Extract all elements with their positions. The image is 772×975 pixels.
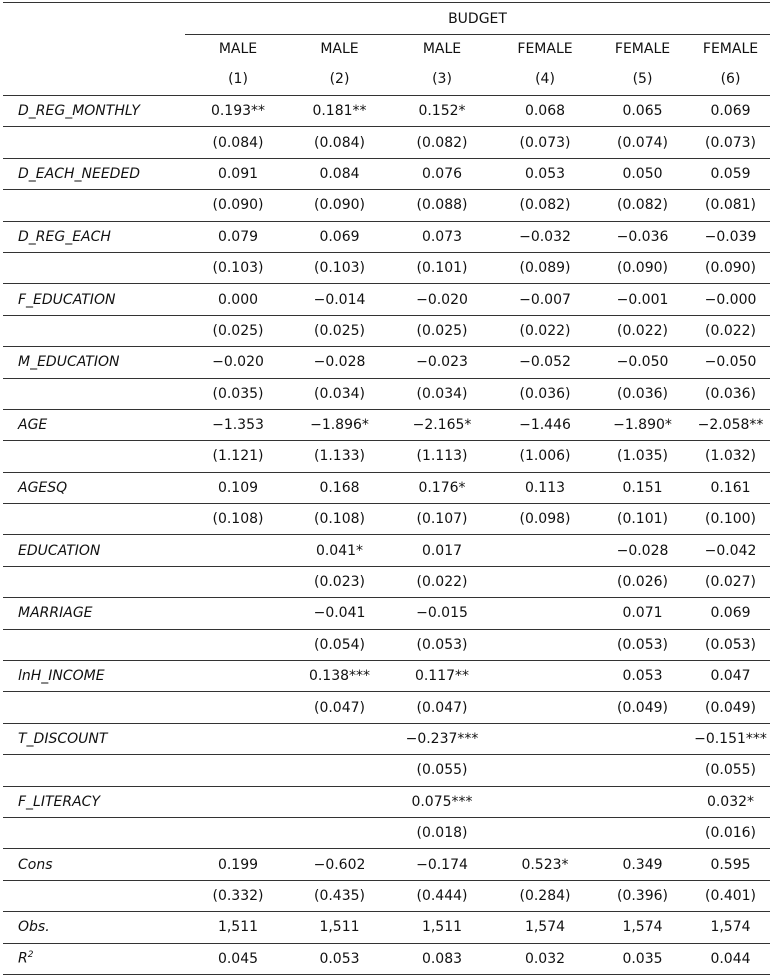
header-number-row (3, 64, 770, 96)
coef-row (3, 347, 770, 378)
col-number: (5) (632, 71, 653, 88)
coef-cell: 0.349 (594, 849, 691, 880)
se-row (3, 441, 770, 472)
col-number: (4) (535, 71, 555, 88)
coef-cell: 0.073 (388, 221, 496, 252)
coef-cell: −0.020 (185, 347, 291, 378)
se-cell: (1.032) (691, 441, 770, 472)
variable-label: T_DISCOUNT (3, 723, 185, 754)
se-cell: (0.100) (691, 504, 770, 535)
r2-cell: 0.044 (691, 943, 770, 974)
coef-cell: −0.036 (594, 221, 691, 252)
obs-cell: 1,511 (388, 912, 496, 943)
se-row (3, 378, 770, 409)
se-label-blank (3, 755, 185, 786)
r2-row (3, 943, 770, 974)
coef-cell (185, 786, 291, 817)
se-cell: (0.025) (185, 315, 291, 346)
se-cell: (0.090) (291, 190, 388, 221)
variable-label: lnH_INCOME (3, 661, 185, 692)
se-row (3, 817, 770, 848)
se-cell: (0.016) (691, 817, 770, 848)
se-cell: (0.332) (185, 880, 291, 911)
r2-label (3, 943, 185, 974)
se-cell (496, 629, 594, 660)
coef-cell: −0.020 (388, 284, 496, 315)
coef-cell (291, 723, 388, 754)
coef-cell: 0.199 (185, 849, 291, 880)
se-cell: (0.055) (388, 755, 496, 786)
se-cell: (0.025) (388, 315, 496, 346)
se-cell: (0.053) (388, 629, 496, 660)
se-label-blank (3, 817, 185, 848)
coef-cell: 0.113 (496, 472, 594, 503)
se-cell: (0.101) (594, 504, 691, 535)
se-row (3, 692, 770, 723)
coef-cell (291, 786, 388, 817)
se-cell: (1.113) (388, 441, 496, 472)
se-cell: (0.073) (496, 127, 594, 158)
coef-cell: −0.237*** (388, 723, 496, 754)
coef-cell: −0.039 (691, 221, 770, 252)
coef-cell: −0.151*** (691, 723, 770, 754)
se-row (3, 252, 770, 283)
se-cell: (0.036) (691, 378, 770, 409)
col-gender: MALE (218, 41, 258, 58)
coef-cell: 0.523* (496, 849, 594, 880)
coef-cell: −1.353 (185, 409, 291, 440)
se-cell: (0.090) (185, 190, 291, 221)
coef-cell: −0.000 (691, 284, 770, 315)
se-cell: (0.022) (691, 315, 770, 346)
se-cell: (0.053) (594, 629, 691, 660)
variable-label: AGESQ (3, 472, 185, 503)
coef-cell: −0.050 (594, 347, 691, 378)
budget-group-label: BUDGET (185, 3, 770, 35)
coef-cell (185, 535, 291, 566)
variable-label: Cons (3, 849, 185, 880)
coef-cell: 0.176* (388, 472, 496, 503)
coef-row (3, 535, 770, 566)
se-cell: (1.035) (594, 441, 691, 472)
se-row (3, 755, 770, 786)
se-cell: (0.023) (291, 566, 388, 597)
se-cell: (1.006) (496, 441, 594, 472)
coef-cell (496, 535, 594, 566)
variable-label: EDUCATION (3, 535, 185, 566)
se-cell (185, 755, 291, 786)
se-cell: (0.049) (594, 692, 691, 723)
coef-cell: 0.068 (496, 96, 594, 127)
variable-label: MARRIAGE (3, 598, 185, 629)
se-cell: (0.082) (496, 190, 594, 221)
se-cell (496, 817, 594, 848)
se-cell (291, 817, 388, 848)
coef-row (3, 849, 770, 880)
se-cell: (0.047) (388, 692, 496, 723)
coef-cell (496, 786, 594, 817)
se-cell: (0.108) (185, 504, 291, 535)
header-gender-row (3, 35, 770, 64)
col-gender: MALE (422, 41, 462, 58)
se-cell: (0.284) (496, 880, 594, 911)
variable-label: F_EDUCATION (3, 284, 185, 315)
r2-cell: 0.035 (594, 943, 691, 974)
col-gender: FEMALE (702, 41, 759, 58)
se-cell (185, 566, 291, 597)
coef-cell: 0.032* (691, 786, 770, 817)
se-row (3, 629, 770, 660)
se-cell: (0.034) (291, 378, 388, 409)
r2-cell: 0.045 (185, 943, 291, 974)
se-cell: (0.082) (388, 127, 496, 158)
coef-cell: −0.041 (291, 598, 388, 629)
coef-cell: 0.084 (291, 158, 388, 189)
se-cell: (0.036) (496, 378, 594, 409)
coef-cell: 0.181** (291, 96, 388, 127)
se-cell: (0.101) (388, 252, 496, 283)
se-cell: (0.053) (691, 629, 770, 660)
se-cell: (0.435) (291, 880, 388, 911)
coef-cell: 0.076 (388, 158, 496, 189)
obs-cell: 1,574 (594, 912, 691, 943)
coef-cell: 0.017 (388, 535, 496, 566)
se-cell (185, 817, 291, 848)
r2-cell: 0.083 (388, 943, 496, 974)
variable-label: AGE (3, 409, 185, 440)
coef-cell: 0.193** (185, 96, 291, 127)
obs-cell: 1,511 (291, 912, 388, 943)
se-row (3, 566, 770, 597)
se-cell: (0.018) (388, 817, 496, 848)
coef-cell: −0.014 (291, 284, 388, 315)
coef-cell: 0.053 (496, 158, 594, 189)
se-cell: (0.107) (388, 504, 496, 535)
coef-cell: 0.069 (691, 96, 770, 127)
se-label-blank (3, 127, 185, 158)
obs-cell: 1,574 (691, 912, 770, 943)
coef-cell: −0.602 (291, 849, 388, 880)
coef-cell: 0.069 (691, 598, 770, 629)
se-cell: (0.073) (691, 127, 770, 158)
coef-cell (185, 723, 291, 754)
r2-label-text: R (18, 951, 28, 968)
coef-cell: 0.047 (691, 661, 770, 692)
coef-cell: −0.052 (496, 347, 594, 378)
se-cell: (0.035) (185, 378, 291, 409)
se-label-blank (3, 880, 185, 911)
se-cell (496, 566, 594, 597)
se-cell: (0.026) (594, 566, 691, 597)
se-cell: (0.089) (496, 252, 594, 283)
variable-label: D_REG_MONTHLY (3, 96, 185, 127)
se-cell: (1.133) (291, 441, 388, 472)
coef-cell (496, 723, 594, 754)
se-cell: (0.444) (388, 880, 496, 911)
coef-cell: −0.023 (388, 347, 496, 378)
se-cell: (0.108) (291, 504, 388, 535)
header-group-row (3, 3, 770, 35)
col-gender: FEMALE (614, 41, 671, 58)
se-cell (185, 692, 291, 723)
se-cell (594, 817, 691, 848)
se-cell: (0.025) (291, 315, 388, 346)
obs-cell: 1,511 (185, 912, 291, 943)
se-cell: (0.088) (388, 190, 496, 221)
coef-cell: 0.000 (185, 284, 291, 315)
se-cell: (0.022) (388, 566, 496, 597)
variable-label: M_EDUCATION (3, 347, 185, 378)
se-cell: (0.074) (594, 127, 691, 158)
obs-label: Obs. (3, 912, 185, 943)
col-gender: MALE (320, 41, 359, 58)
regression-table (3, 2, 770, 975)
coef-cell: 0.109 (185, 472, 291, 503)
coef-cell: 0.059 (691, 158, 770, 189)
coef-cell: −0.050 (691, 347, 770, 378)
coef-cell (496, 598, 594, 629)
coef-row (3, 661, 770, 692)
se-cell: (0.084) (291, 127, 388, 158)
r2-cell: 0.053 (291, 943, 388, 974)
coef-cell: −2.165* (388, 409, 496, 440)
coef-cell: −1.896* (291, 409, 388, 440)
se-label-blank (3, 566, 185, 597)
coef-cell: −1.446 (496, 409, 594, 440)
variable-label: D_EACH_NEEDED (3, 158, 185, 189)
coef-row (3, 472, 770, 503)
se-cell: (0.396) (594, 880, 691, 911)
se-cell (496, 755, 594, 786)
coef-cell: −0.001 (594, 284, 691, 315)
se-cell: (0.054) (291, 629, 388, 660)
se-row (3, 190, 770, 221)
se-cell: (0.103) (185, 252, 291, 283)
col-number: (3) (432, 71, 452, 88)
coef-cell: 0.053 (594, 661, 691, 692)
coef-cell: 0.071 (594, 598, 691, 629)
coef-cell (185, 598, 291, 629)
coef-cell: 0.151 (594, 472, 691, 503)
coef-cell: −0.028 (594, 535, 691, 566)
coef-row (3, 221, 770, 252)
se-row (3, 880, 770, 911)
se-cell: (0.082) (594, 190, 691, 221)
se-cell: (0.036) (594, 378, 691, 409)
coef-cell (594, 723, 691, 754)
coef-cell: −0.042 (691, 535, 770, 566)
se-cell: (0.084) (185, 127, 291, 158)
se-label-blank (3, 378, 185, 409)
se-cell: (0.055) (691, 755, 770, 786)
coef-cell (594, 786, 691, 817)
coef-cell: 0.041* (291, 535, 388, 566)
coef-cell: −0.174 (388, 849, 496, 880)
coef-cell: 0.069 (291, 221, 388, 252)
se-label-blank (3, 692, 185, 723)
coef-cell: −0.015 (388, 598, 496, 629)
se-cell: (0.081) (691, 190, 770, 221)
se-row (3, 315, 770, 346)
coef-cell: 0.079 (185, 221, 291, 252)
coef-cell: 0.168 (291, 472, 388, 503)
coef-cell: 0.161 (691, 472, 770, 503)
r2-cell: 0.032 (496, 943, 594, 974)
se-cell (594, 755, 691, 786)
coef-cell: 0.595 (691, 849, 770, 880)
se-label-blank (3, 252, 185, 283)
table-body (3, 3, 770, 975)
se-label-blank (3, 441, 185, 472)
se-cell (185, 629, 291, 660)
se-cell: (0.090) (594, 252, 691, 283)
se-cell: (0.022) (594, 315, 691, 346)
col-gender: FEMALE (517, 41, 573, 58)
coef-row (3, 96, 770, 127)
se-cell: (0.034) (388, 378, 496, 409)
coef-row (3, 786, 770, 817)
col-number: (2) (329, 71, 350, 88)
variable-label: F_LITERACY (3, 786, 185, 817)
coef-cell: 0.138*** (291, 661, 388, 692)
se-label-blank (3, 190, 185, 221)
coef-row (3, 409, 770, 440)
se-row (3, 504, 770, 535)
se-label-blank (3, 629, 185, 660)
se-cell (496, 692, 594, 723)
coef-cell: 0.065 (594, 96, 691, 127)
se-cell: (0.049) (691, 692, 770, 723)
se-cell: (0.103) (291, 252, 388, 283)
coef-cell (496, 661, 594, 692)
coef-row (3, 284, 770, 315)
se-label-blank (3, 504, 185, 535)
coef-cell: −0.028 (291, 347, 388, 378)
se-cell: (0.401) (691, 880, 770, 911)
coef-cell: −0.007 (496, 284, 594, 315)
coef-cell: 0.091 (185, 158, 291, 189)
se-cell: (1.121) (185, 441, 291, 472)
col-number: (6) (720, 71, 741, 88)
obs-cell: 1,574 (496, 912, 594, 943)
obs-row (3, 912, 770, 943)
coef-row (3, 598, 770, 629)
coef-row (3, 158, 770, 189)
se-cell: (0.098) (496, 504, 594, 535)
coef-cell: −1.890* (594, 409, 691, 440)
coef-cell: 0.075*** (388, 786, 496, 817)
se-cell: (0.027) (691, 566, 770, 597)
se-cell: (0.090) (691, 252, 770, 283)
coef-cell: 0.152* (388, 96, 496, 127)
se-row (3, 127, 770, 158)
coef-cell: 0.117** (388, 661, 496, 692)
r2-label-superscript: 2 (27, 950, 34, 961)
coef-row (3, 723, 770, 754)
se-label-blank (3, 315, 185, 346)
coef-cell: −2.058** (691, 409, 770, 440)
se-cell (291, 755, 388, 786)
variable-label: D_REG_EACH (3, 221, 185, 252)
se-cell: (0.047) (291, 692, 388, 723)
header-corner (3, 3, 185, 35)
coef-cell (185, 661, 291, 692)
se-cell: (0.022) (496, 315, 594, 346)
col-number: (1) (228, 71, 248, 88)
coef-cell: −0.032 (496, 221, 594, 252)
coef-cell: 0.050 (594, 158, 691, 189)
